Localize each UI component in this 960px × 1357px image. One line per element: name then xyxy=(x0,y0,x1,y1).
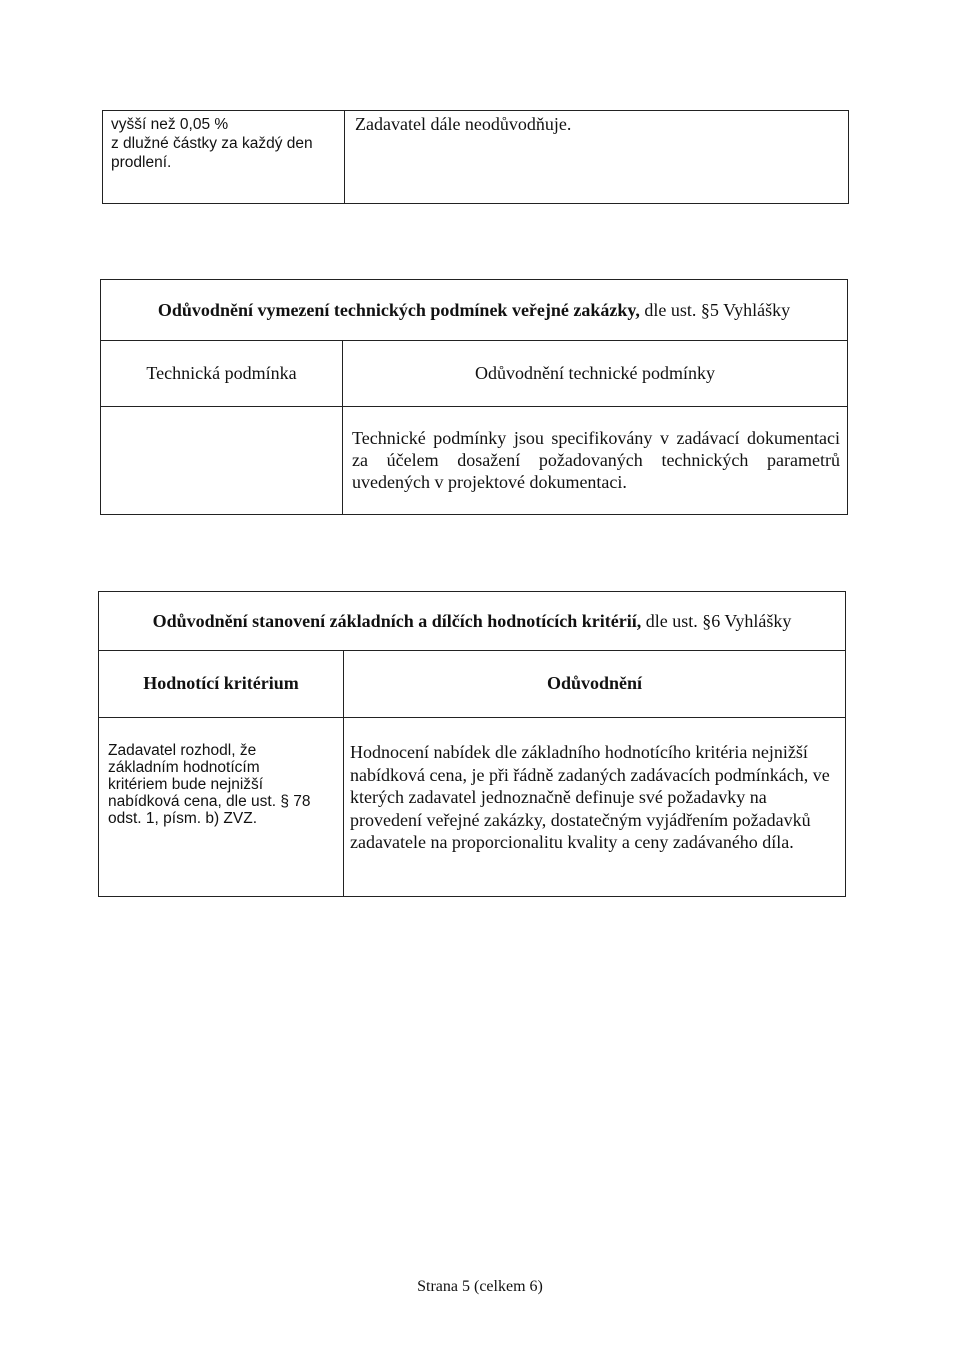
column-header-justification: Odůvodnění xyxy=(546,673,643,693)
table-title-bold: Odůvodnění stanovení základních a dílčích hodnotících kritérií, xyxy=(152,610,642,631)
column-header-technical-condition: Technická podmínka xyxy=(146,362,297,383)
column-header-criterion: Hodnotící kritérium xyxy=(143,673,299,693)
table-title xyxy=(99,592,845,650)
table-technical-conditions xyxy=(100,279,848,515)
justification-cell-text: Zadavatel dále neodůvodňuje. xyxy=(355,114,572,134)
page-number-footer: Strana 5 (celkem 6) xyxy=(417,1278,543,1295)
table-evaluation-criteria xyxy=(98,591,846,897)
column-header-justification: Odůvodnění technické podmínky xyxy=(475,362,715,383)
technical-justification-text: Technické podmínky jsou specifikovány v zadávací dokumentaci za účelem dosažení požadovaných technických parametrů uvedených v projektové dokumentaci. xyxy=(352,428,840,492)
column-divider xyxy=(344,111,345,203)
penalty-cell-text: vyšší než 0,05 % z dlužné částky za každý den prodlení. xyxy=(111,116,313,171)
table-penalty xyxy=(102,110,849,204)
row-divider xyxy=(99,717,845,718)
table-title-rest: dle ust. §6 Vyhlášky xyxy=(641,610,792,631)
criterion-justification-text: Hodnocení nabídek dle základního hodnotícího kritéria nejnižší nabídková cena, je při řádně zadaných zadávacích podmínkách, ve kterých zadavatel jednoznačně definuje své požadavky na provedení veřejné zakázky, dostatečným vyjádřením požadavků zadavatele na proporcionalitu kvality a ceny zadávaného díla. xyxy=(350,742,830,852)
row-divider xyxy=(101,406,847,407)
table-title-bold: Odůvodnění vymezení technických podmínek veřejné zakázky, xyxy=(157,299,640,320)
table-title-rest: dle ust. §5 Vyhlášky xyxy=(639,299,791,320)
table-title xyxy=(101,280,847,340)
criterion-cell-text: Zadavatel rozhodl, že základním hodnotícím kritériem bude nejnižší nabídková cena, dle ust. § 78 odst. 1, písm. b) ZVZ. xyxy=(108,742,311,827)
